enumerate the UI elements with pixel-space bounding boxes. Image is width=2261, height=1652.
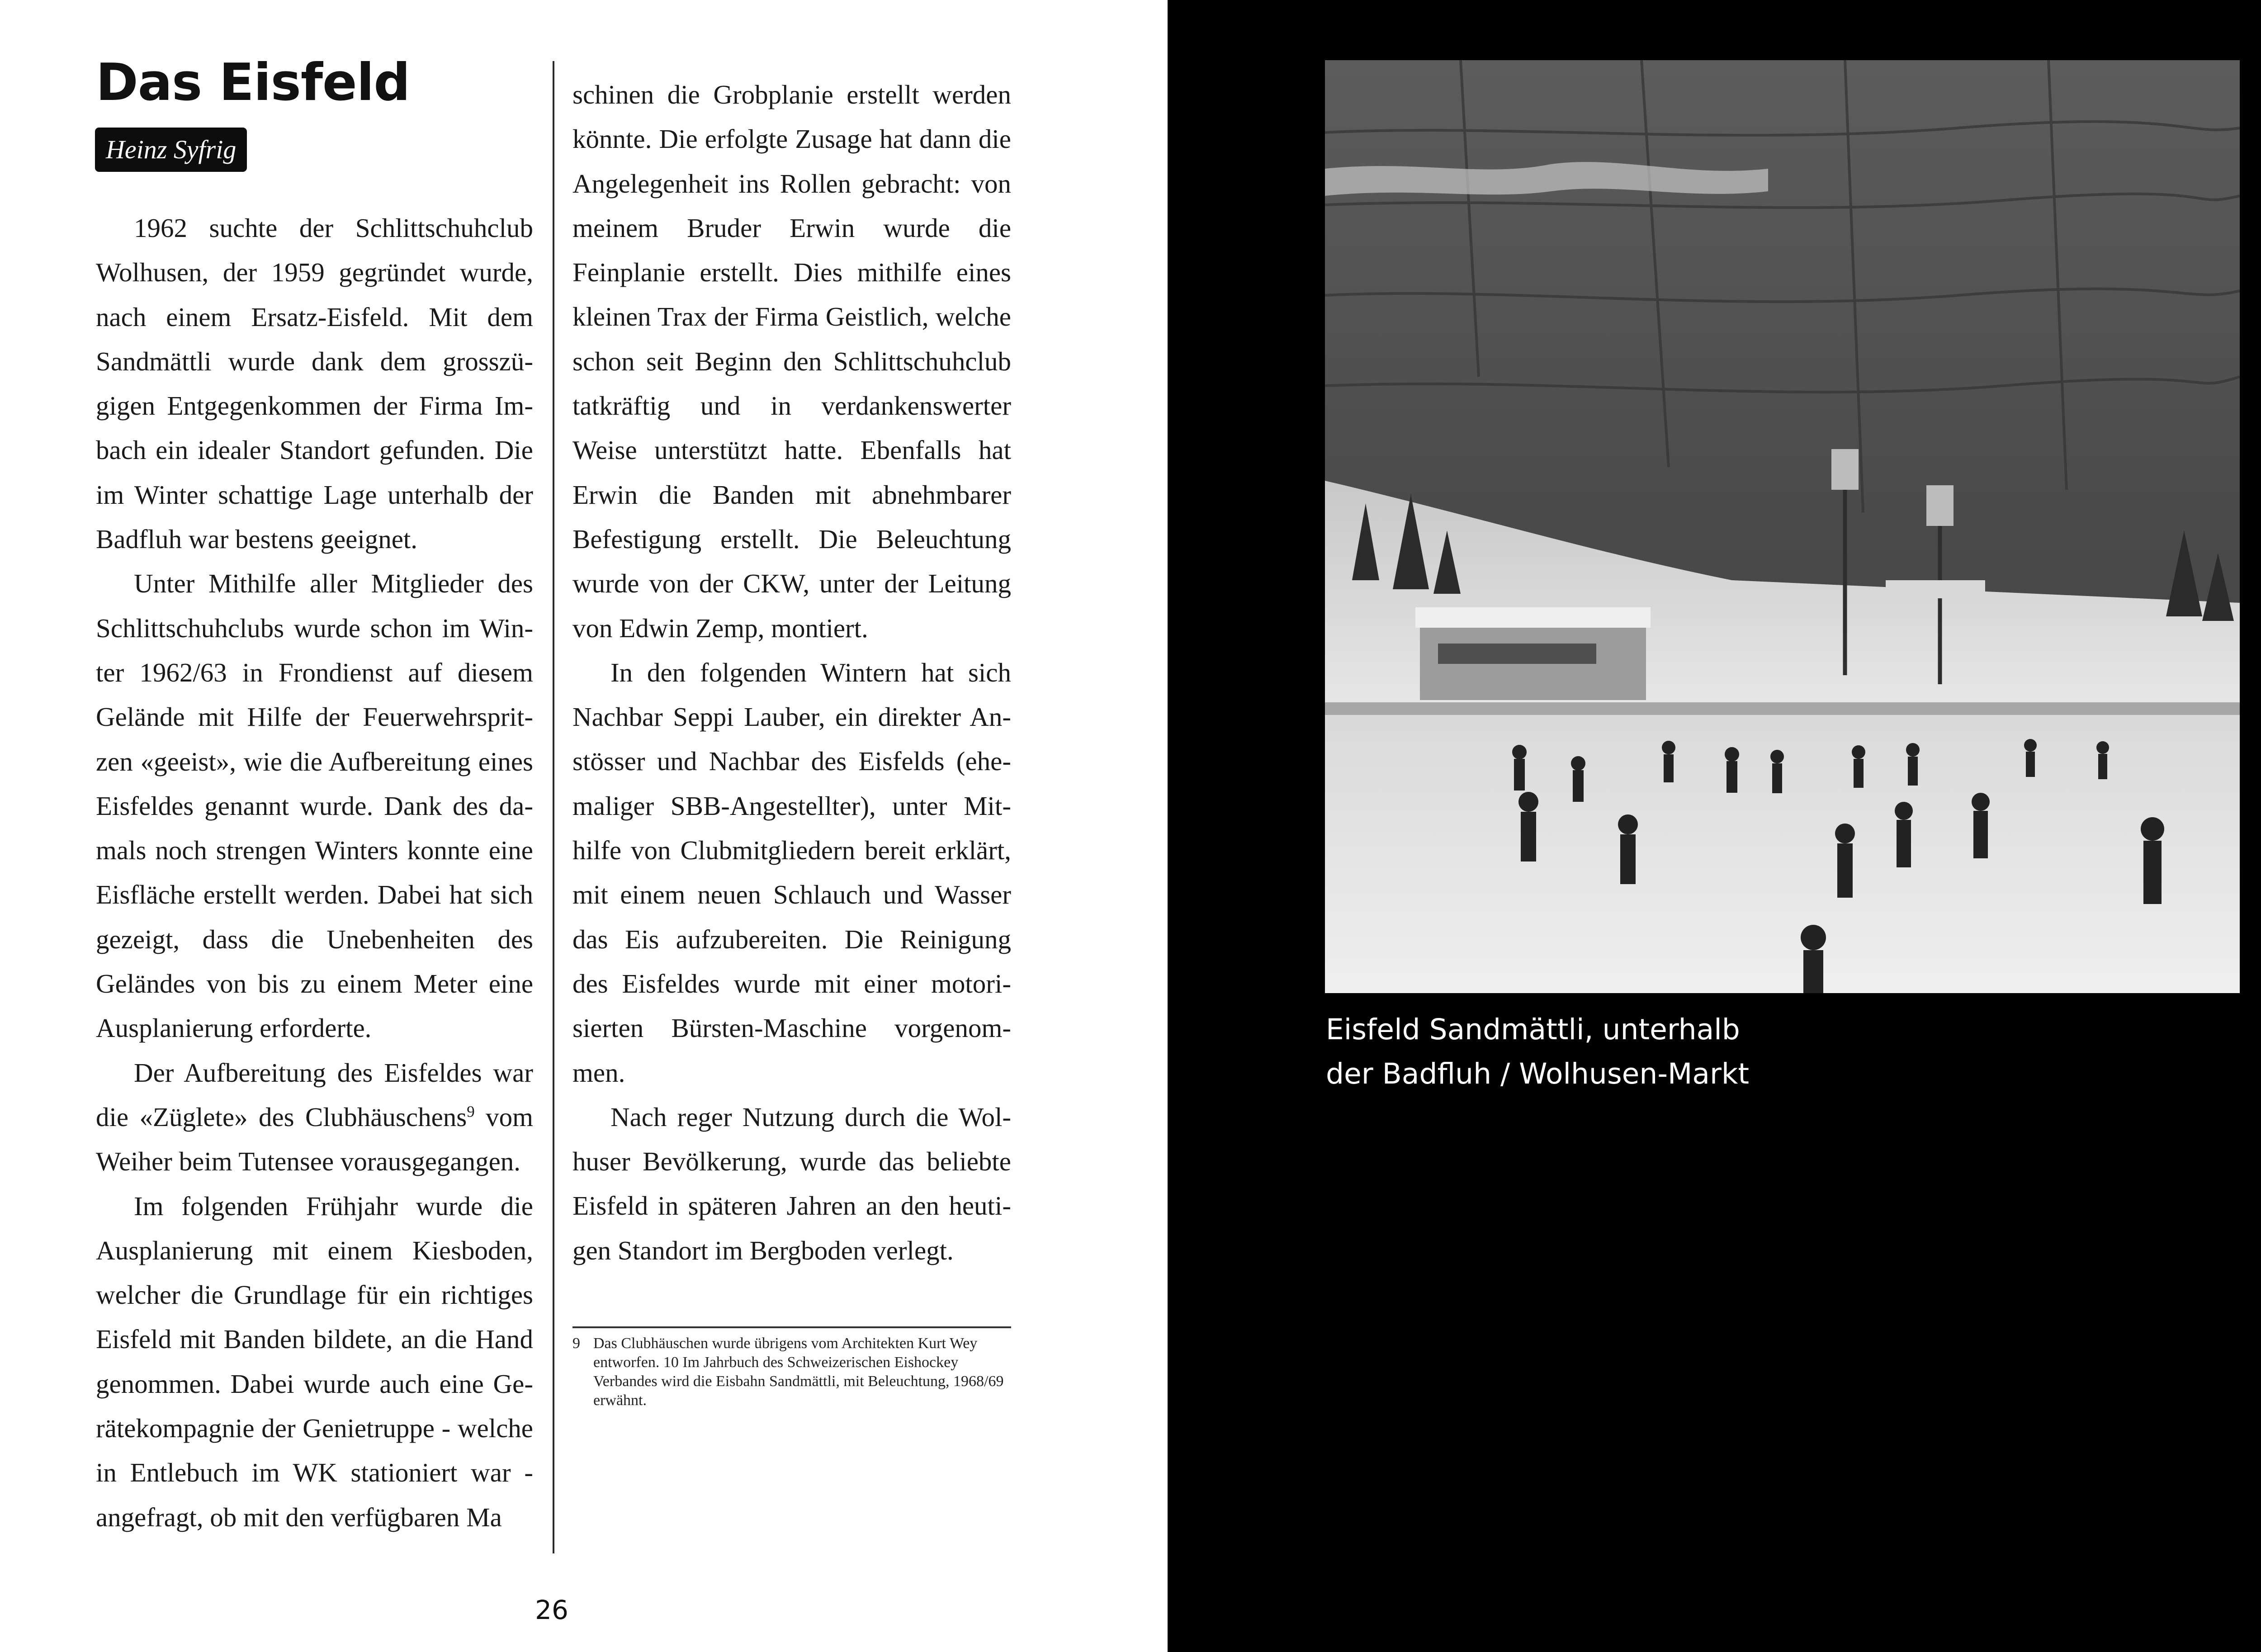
caption-line: Eisfeld Sandmättli, unterhalb <box>1326 1013 1740 1046</box>
footnote-text: Das Clubhäuschen wurde übrigens vom Architekten Kurt Wey entworfen. 10 Im Jahrbuch des Schweizerischen Eishockey Verbandes wird die Eisbahn Sandmättli, mit Beleuchtung, 1968/69 erwähnt. <box>593 1335 1004 1409</box>
paragraph: Im folgenden Frühjahr wurde die Ausplanierung mit einem Kiesboden, welcher die Grundlage für ein richtiges Eisfeld mit Banden bildete, an die Hand genommen. Dabei wurde auch eine Gerätekompagnie der Genietruppe - welche in Entlebuch im WK stationiert war - angefragt, ob mit den verfügbaren Ma <box>96 1191 533 1532</box>
footnote-reference[interactable]: 9 <box>467 1103 475 1121</box>
text-column-1 <box>96 206 533 1539</box>
paragraph: In den folgenden Wintern hat sich Nachbar Seppi Lauber, ein direkter Anstösser und Nachbar des Eisfelds (ehemaliger SBB-Angestellter), unter Mithilfe von Clubmitgliedern bereit erklärt, mit einem neuen Schlauch und Wasser das Eis aufzubereiten. Die Reinigung des Eisfeldes wurde mit einer motorisierten Bürsten-Maschine vorgenommen. <box>572 657 1011 1088</box>
paragraph: 1962 suchte der Schlittschuhclub Wolhusen, der 1959 gegründet wurde, nach einem Ersatz-Eisfeld. Mit dem Sandmättli wurde dank dem grosszügigen Entgegenkommen der Firma Imbach ein idealer Standort gefunden. Die im Winter schattige Lage unterhalb der Badfluh war bestens geeignet. <box>96 213 533 554</box>
author-badge: Heinz Syfrig <box>95 128 247 172</box>
paragraph: schinen die Grobplanie erstellt werden könnte. Die erfolgte Zusage hat dann die Angelegenheit ins Rollen gebracht: von meinem Bruder Erwin wurde die Feinplanie erstellt. Dies mithilfe eines kleinen Trax der Firma Geistlich, welche schon seit Beginn den Schlittschuhclub tatkräftig und in verdankenswerter Weise unterstützt hatte. Ebenfalls hat Erwin die Banden mit abnehmbarer Befestigung erstellt. Die Beleuchtung wurde von der CKW, unter der Leitung von Edwin Zemp, montiert. <box>572 80 1011 643</box>
footnote-number: 9 <box>572 1335 580 1352</box>
ice-rink-photo <box>1325 60 2240 993</box>
page-number: 26 <box>535 1595 568 1625</box>
text-column-2 <box>572 72 1011 1273</box>
paragraph: Unter Mithilfe aller Mitglieder des Schlittschuhclubs wurde schon im Winter 1962/63 in Frondienst auf diesem Gelände mit Hilfe der Feuerwehrspritzen «geeist», wie die Aufbereitung eines Eisfeldes genannt wurde. Dank des damals noch strengen Winters konnte eine Eisfläche erstellt werden. Dabei hat sich gezeigt, dass die Unebenheiten des Geländes von bis zu einem Meter eine Ausplanierung erforderte. <box>96 568 533 1043</box>
footnote <box>572 1334 1013 1410</box>
column-divider <box>553 61 554 1553</box>
paragraph: Nach reger Nutzung durch die Wolhuser Bevölkerung, wurde das beliebte Eisfeld in späteren Jahren an den heutigen Standort im Bergboden verlegt. <box>572 1102 1011 1265</box>
caption-line: der Badfluh / Wolhusen-Markt <box>1326 1057 1750 1090</box>
paragraph-text: vom Weiher beim Tutensee vorausgegangen. <box>96 1102 533 1177</box>
footnote-divider <box>572 1326 1011 1328</box>
paragraph <box>96 1051 533 1184</box>
paragraph-text: Der Aufbereitung des Eisfeldes war die «Züglete» des Clubhäuschens <box>96 1057 533 1132</box>
article-title: Das Eisfeld <box>96 52 410 112</box>
photo-caption <box>1326 1008 2004 1096</box>
